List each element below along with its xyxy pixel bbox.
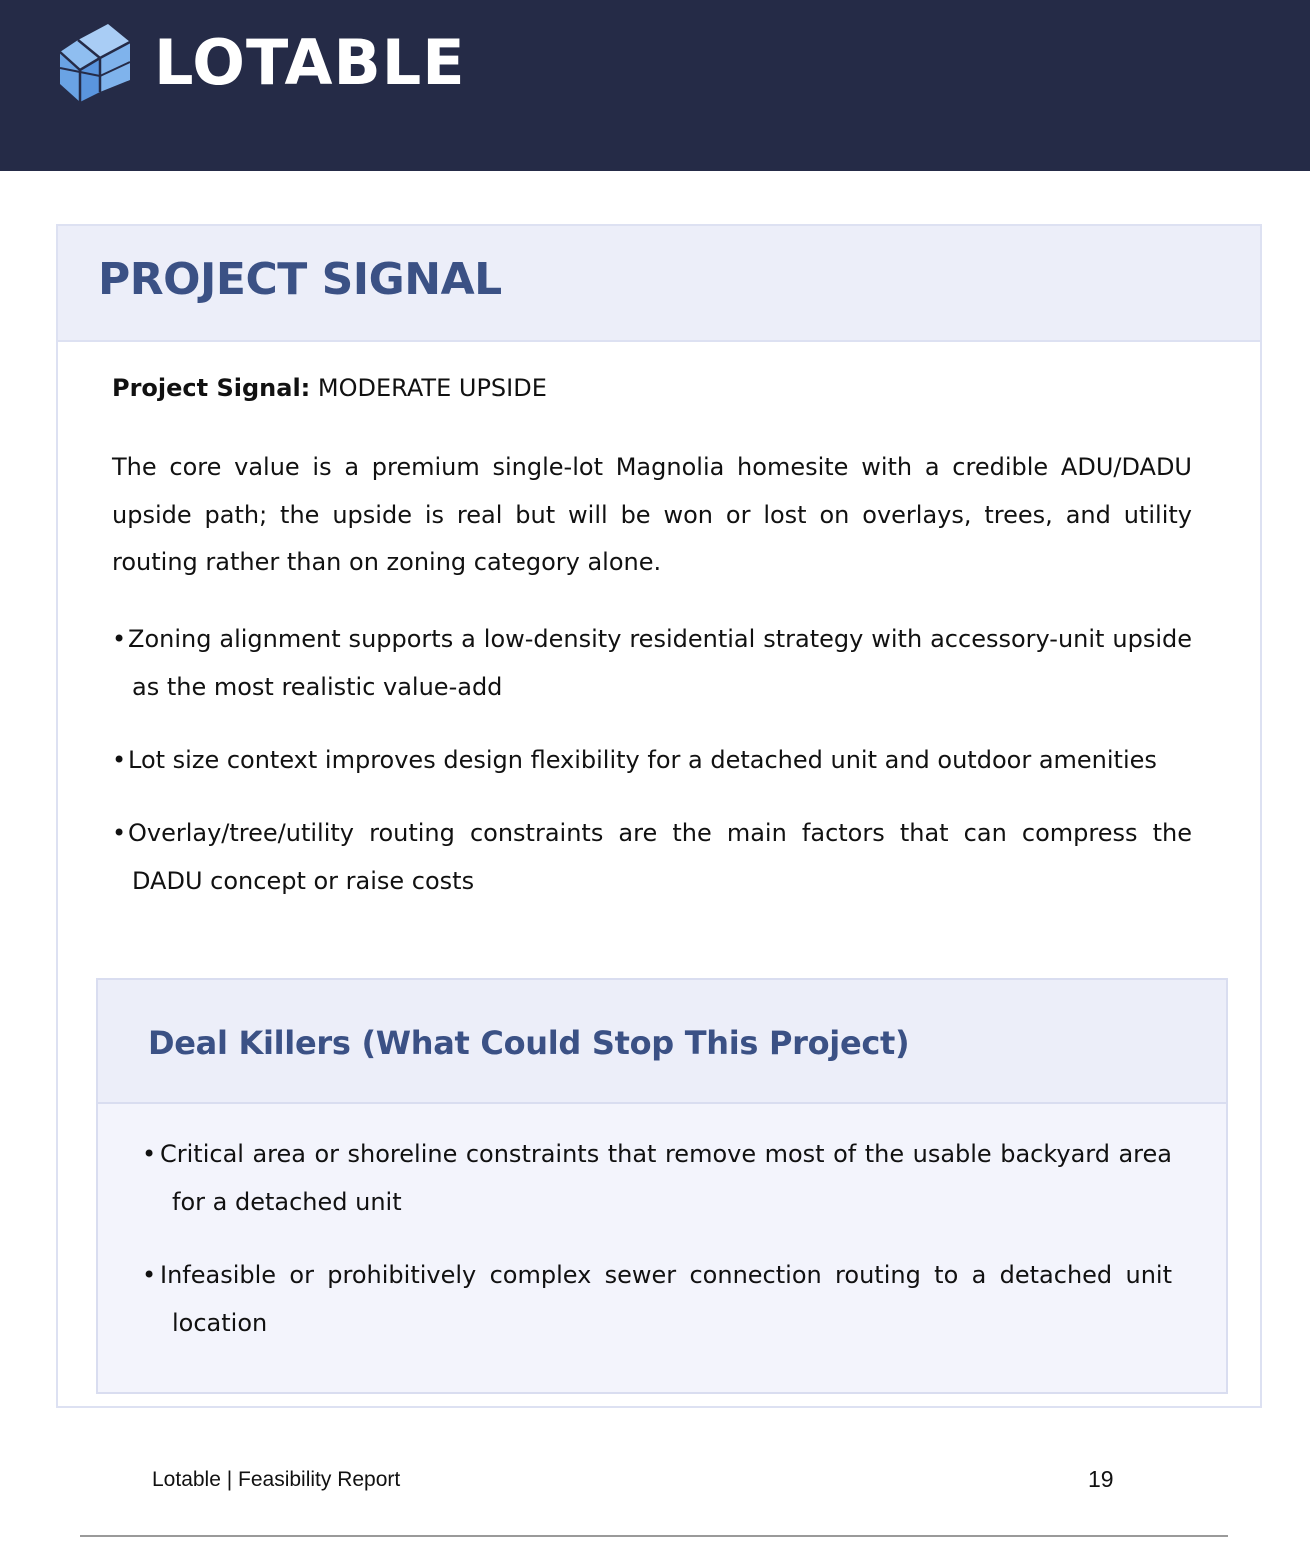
list-item: •Zoning alignment supports a low-density residential strategy with accessory-unit upside as the most realistic value-add [112,624,1192,701]
signal-bullets [112,615,1192,905]
list-item: • Critical area or shoreline constraints that remove most of the usable backyard area for a detached unit [142,1140,1172,1216]
card-body [112,372,1192,930]
deal-killers-card [96,978,1228,1394]
header-bar [0,0,1310,171]
footer-title: Lotable | Feasibility Report [152,1468,401,1491]
summary-paragraph: The core value is a premium single-lot Magnolia homesite with a credible ADU/DADU upside path; the upside is real but will be won or lost on overlays, trees, and utility routing rather than on zoning category alone. [112,453,1192,576]
footer-divider [80,1535,1228,1537]
list-item: •Lot size context improves design flexibility for a detached unit and outdoor amenities [112,745,1157,774]
signal-label: Project Signal: [112,374,311,402]
brand-name: LOTABLE [154,26,466,99]
project-signal-card [56,224,1262,1408]
deal-killers-list [142,1130,1172,1372]
page-number: 19 [1088,1466,1114,1492]
section-title: PROJECT SIGNAL [98,254,502,305]
list-item: •Overlay/tree/utility routing constraints are the main factors that can compress the DADU concept or raise costs [112,818,1192,895]
brand-logo [58,22,466,104]
cube-logo-icon [58,22,132,104]
list-item: • Infeasible or prohibitively complex sewer connection routing to a detached unit location [142,1261,1172,1337]
deal-killers-header [98,980,1226,1104]
card-header [58,226,1260,342]
project-signal-line [112,372,1192,404]
deal-killers-title: Deal Killers (What Could Stop This Project) [148,1024,910,1062]
signal-value: MODERATE UPSIDE [317,374,547,402]
